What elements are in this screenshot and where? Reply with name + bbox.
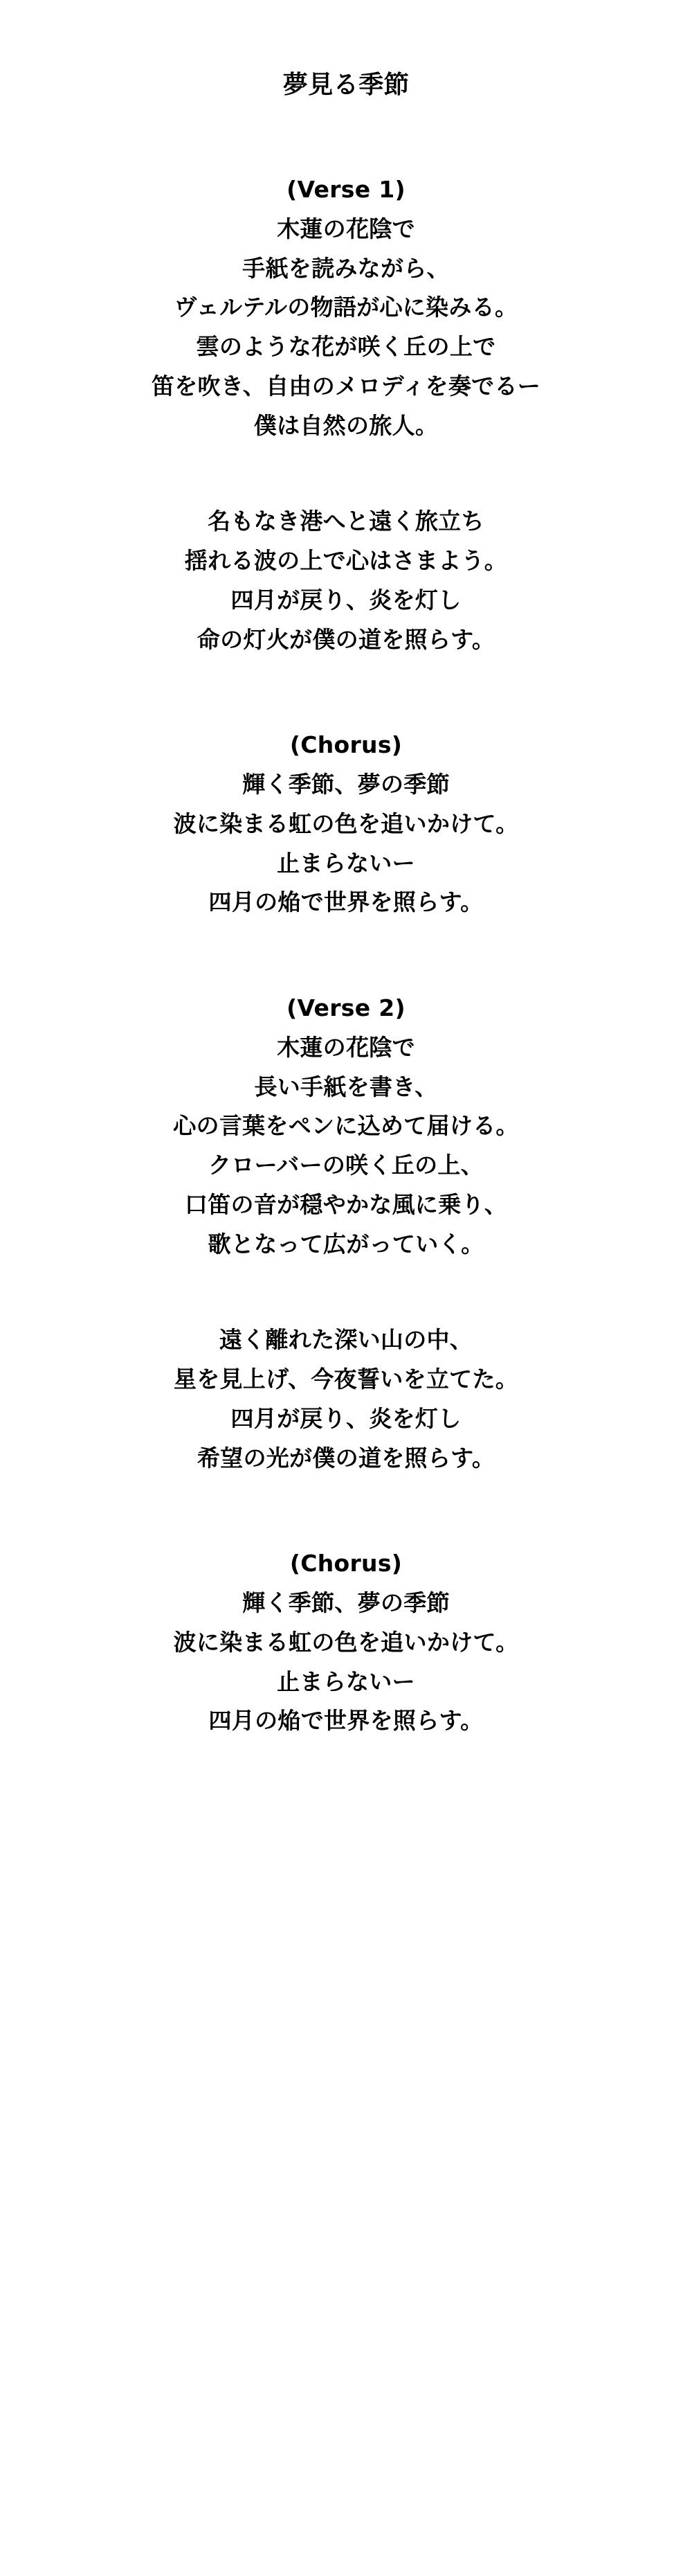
page-title: 夢見る季節 (282, 71, 410, 99)
section-label: (Verse 2) (286, 994, 406, 1021)
stanza (152, 502, 540, 659)
lyrics-line: 手紙を読みながら、 (242, 254, 450, 282)
stanza (152, 1321, 540, 1478)
lyrics-line: 波に染まる虹の色を追いかけて。 (173, 810, 519, 837)
lyrics-section-verse-2 (152, 989, 540, 1478)
lyrics-line: 輝く季節、夢の季節 (242, 771, 450, 798)
lyrics-line: 四月の焔で世界を照らす。 (208, 888, 484, 916)
section-spacer (152, 659, 540, 726)
lyrics-line: 笛を吹き、自由のメロディを奏でるー (151, 372, 541, 400)
lyrics-line: 名もなき港へと遠く旅立ち (208, 508, 484, 535)
lyrics-line: 木蓮の花陰で (277, 215, 415, 242)
lyrics-line: 止まらないー (277, 849, 415, 877)
lyrics-line: 四月が戻り、炎を灯し (230, 586, 462, 614)
lyrics-line: 長い手紙を書き、 (254, 1073, 438, 1100)
lyrics-line: 四月の焔で世界を照らす。 (208, 1707, 484, 1735)
stanza (152, 210, 540, 446)
lyrics-line: 星を見上げ、今夜誓いを立てた。 (173, 1366, 519, 1393)
lyrics-line: 波に染まる虹の色を追いかけて。 (173, 1628, 519, 1656)
section-label: (Chorus) (289, 731, 403, 759)
lyrics-line: 口笛の音が穏やかな風に乗り、 (184, 1190, 508, 1218)
lyrics-section-chorus-2 (152, 1544, 540, 1741)
lyrics-line: ヴェルテルの物語が心に染みる。 (174, 294, 518, 321)
lyrics-section-chorus-1 (152, 726, 540, 922)
lyrics-line: 木蓮の花陰で (277, 1033, 415, 1061)
stanza-spacer (152, 1264, 540, 1321)
lyrics-sections (152, 104, 540, 1741)
lyrics-line: 遠く離れた深い山の中、 (219, 1326, 473, 1354)
stanza-spacer (152, 445, 540, 502)
lyrics-line: 雲のような花が咲く丘の上で (196, 333, 496, 360)
lyrics-line: 命の灯火が僕の道を照らす。 (197, 625, 495, 653)
lyrics-line: 希望の光が僕の道を照らす。 (197, 1444, 495, 1472)
lyrics-line: 輝く季節、夢の季節 (242, 1589, 450, 1616)
lyrics-line: クローバーの咲く丘の上、 (208, 1152, 484, 1179)
section-label: (Verse 1) (286, 176, 406, 203)
lyrics-section-verse-1 (152, 170, 540, 659)
section-label: (Chorus) (289, 1550, 403, 1577)
stanza (152, 765, 540, 922)
lyrics-line: 歌となって広がっていく。 (208, 1230, 484, 1258)
section-spacer (152, 922, 540, 989)
lyrics-line: 心の言葉をペンに込めて届ける。 (173, 1112, 519, 1140)
stanza (152, 1028, 540, 1264)
stanza (152, 1584, 540, 1741)
lyrics-line: 四月が戻り、炎を灯し (230, 1404, 462, 1432)
section-spacer (152, 1478, 540, 1544)
lyrics-line: 僕は自然の旅人。 (253, 411, 439, 439)
lyrics-line: 揺れる波の上で心はさまよう。 (184, 547, 508, 574)
section-spacer (152, 104, 540, 170)
lyrics-line: 止まらないー (277, 1667, 415, 1695)
